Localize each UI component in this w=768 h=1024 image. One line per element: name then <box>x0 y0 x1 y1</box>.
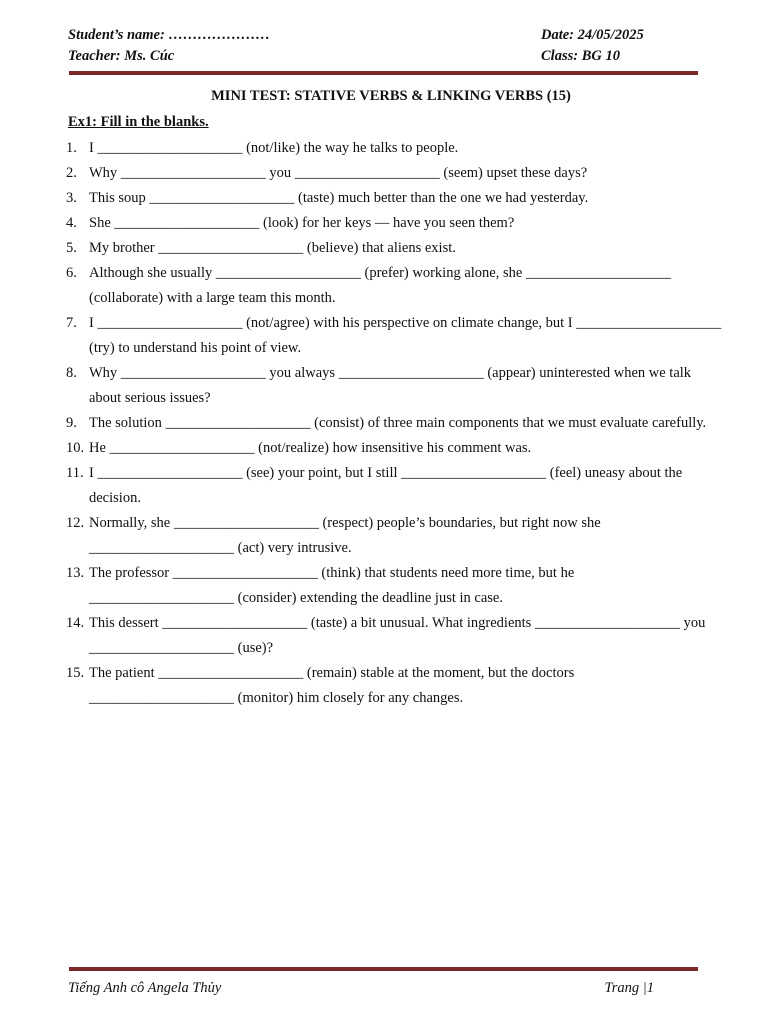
question-number: 9. <box>66 415 77 431</box>
question-item <box>66 461 722 511</box>
page-number: Trang |1 <box>604 980 654 996</box>
question-item <box>66 211 722 236</box>
question-number: 5. <box>66 240 77 256</box>
question-text: The solution ____________________ (consist) of three main components that we must evaluate carefully. <box>89 415 707 431</box>
page-title: MINI TEST: STATIVE VERBS & LINKING VERBS (15) <box>211 88 571 104</box>
question-number: 12. <box>66 515 85 531</box>
question-number: 8. <box>66 365 77 381</box>
question-item <box>66 361 722 411</box>
question-text: This soup ____________________ (taste) much better than the one we had yesterday. <box>89 190 589 206</box>
question-item <box>66 161 722 186</box>
header-divider <box>69 71 698 75</box>
question-item <box>66 411 722 436</box>
footer <box>68 980 654 997</box>
question-text: The patient ____________________ (remain) stable at the moment, but the doctors ____________________ (monitor) him closely for any changes. <box>89 665 575 706</box>
teacher-label: Teacher: Ms. Cúc <box>68 48 175 64</box>
question-number: 10. <box>66 440 85 456</box>
question-number: 1. <box>66 140 77 156</box>
question-list <box>66 136 722 711</box>
question-number: 7. <box>66 315 77 331</box>
exercise-heading: Ex1: Fill in the blanks. <box>68 114 209 130</box>
date-label: Date: 24/05/2025 <box>541 27 644 43</box>
footer-author: Tiếng Anh cô Angela Thủy <box>68 980 222 996</box>
question-item <box>66 236 722 261</box>
question-number: 13. <box>66 565 85 581</box>
question-text: Why ____________________ you ____________________ (seem) upset these days? <box>89 165 588 181</box>
question-text: This dessert ____________________ (taste) a bit unusual. What ingredients ____________________ you ____________________ (use)? <box>89 615 706 656</box>
question-text: Although she usually ____________________ (prefer) working alone, she ____________________ (collaborate) with a large team this month. <box>89 265 671 306</box>
question-number: 14. <box>66 615 85 631</box>
question-number: 15. <box>66 665 85 681</box>
question-item <box>66 661 722 711</box>
question-text: My brother ____________________ (believe) that aliens exist. <box>89 240 456 256</box>
question-item <box>66 561 722 611</box>
question-text: I ____________________ (not/like) the way he talks to people. <box>89 140 459 156</box>
question-text: He ____________________ (not/realize) how insensitive his comment was. <box>89 440 532 456</box>
question-item <box>66 186 722 211</box>
header-row-1 <box>68 27 654 44</box>
question-text: She ____________________ (look) for her keys — have you seen them? <box>89 215 515 231</box>
question-number: 2. <box>66 165 77 181</box>
student-name-label: Student’s name: ………………… <box>68 27 270 43</box>
question-text: Why ____________________ you always ____________________ (appear) uninterested when we talk about serious issues? <box>89 365 692 406</box>
question-number: 4. <box>66 215 77 231</box>
question-item <box>66 311 722 361</box>
question-item <box>66 436 722 461</box>
question-number: 11. <box>66 465 84 481</box>
question-number: 3. <box>66 190 77 206</box>
question-text: The professor ____________________ (think) that students need more time, but he ____________________ (consider) extending the deadline just in case. <box>89 565 575 606</box>
question-text: I ____________________ (not/agree) with his perspective on climate change, but I ____________________ (try) to understand his point of view. <box>89 315 722 356</box>
footer-divider <box>69 967 698 971</box>
question-item <box>66 511 722 561</box>
header-row-2 <box>68 48 654 65</box>
question-item <box>66 136 722 161</box>
class-label: Class: BG 10 <box>541 48 620 64</box>
question-number: 6. <box>66 265 77 281</box>
question-item <box>66 611 722 661</box>
question-text: I ____________________ (see) your point, but I still ____________________ (feel) uneasy about the decision. <box>89 465 683 506</box>
question-text: Normally, she ____________________ (respect) people’s boundaries, but right now she ____________________ (act) very intrusive. <box>89 515 601 556</box>
question-item <box>66 261 722 311</box>
